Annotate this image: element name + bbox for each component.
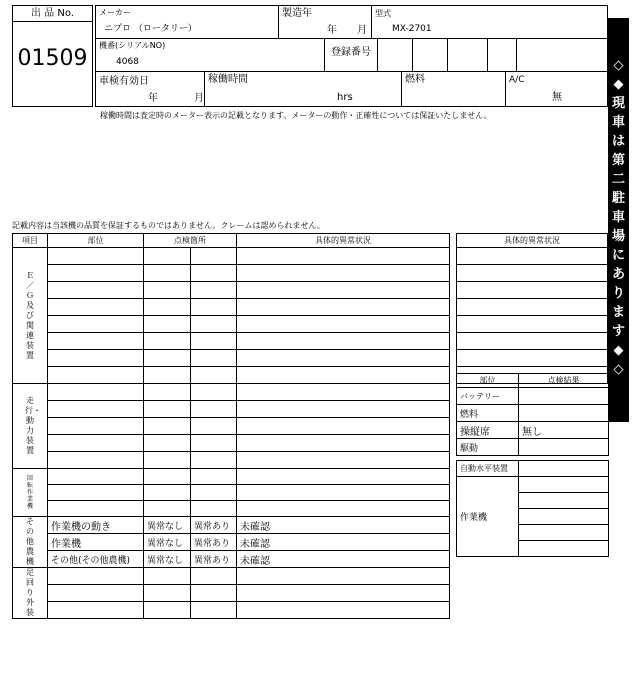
disclaimer: 記載内容は当該機の品質を保証するものではありません。クレームは認められません。 bbox=[12, 221, 325, 230]
serial-cell bbox=[95, 38, 325, 72]
hours-label: 稼働時間 bbox=[208, 74, 248, 85]
other-part: 作業機 bbox=[48, 534, 144, 551]
month-unit: 月 bbox=[357, 25, 367, 36]
check-part: 操縦席 bbox=[457, 422, 519, 439]
registration-box-3 bbox=[447, 38, 488, 72]
hours-cell bbox=[204, 71, 402, 107]
inspection-month-unit: 月 bbox=[194, 93, 204, 104]
parking-notice-text: ◇◆ 現車は第二駐車場にあります ◆◇ bbox=[611, 58, 625, 377]
col-part: 部位 bbox=[48, 234, 144, 248]
option-unchecked: 未確認 bbox=[237, 551, 450, 568]
maker-label: メーカー bbox=[99, 8, 131, 17]
option-normal: 異常なし bbox=[144, 517, 191, 534]
other-part: 作業機の動き bbox=[48, 517, 144, 534]
hours-unit: hrs bbox=[337, 92, 353, 103]
check-result-table bbox=[456, 373, 609, 456]
year-unit: 年 bbox=[327, 25, 337, 36]
check-part: 燃料 bbox=[457, 405, 519, 422]
check-value: 無し bbox=[519, 422, 609, 439]
registration-label: 登録番号 bbox=[331, 47, 371, 58]
right-abnormal-table bbox=[456, 233, 608, 384]
option-abnormal: 異常あり bbox=[191, 517, 237, 534]
inspection-year-unit: 年 bbox=[148, 93, 158, 104]
maker-value: ニプロ （ロータリー） bbox=[104, 24, 197, 34]
other-part: その他(その他農機) bbox=[48, 551, 144, 568]
right-abnormal-header: 具体的異常状況 bbox=[457, 234, 608, 248]
registration-box-1 bbox=[377, 38, 413, 72]
col-result: 点検結果 bbox=[519, 374, 609, 388]
year-cell bbox=[278, 5, 372, 39]
registration-box-4 bbox=[487, 38, 517, 72]
section-drive: 走行・動力装置 bbox=[13, 384, 48, 469]
option-normal: 異常なし bbox=[144, 551, 191, 568]
section-exterior: 足回り外装 bbox=[13, 568, 48, 619]
option-abnormal: 異常あり bbox=[191, 551, 237, 568]
maker-cell bbox=[95, 5, 279, 39]
col-check-point: 点検箇所 bbox=[144, 234, 237, 248]
fuel-cell bbox=[401, 71, 506, 107]
fuel-label: 燃料 bbox=[405, 74, 425, 85]
serial-label: 機番(シリアルNO) bbox=[99, 41, 166, 50]
model-value: MX-2701 bbox=[392, 24, 432, 34]
ac-cell bbox=[505, 71, 608, 107]
inspection-label: 車検有効日 bbox=[99, 76, 149, 87]
registration-box-5 bbox=[516, 38, 608, 72]
lot-number-label: 出 品 No. bbox=[13, 6, 92, 22]
registration-box-2 bbox=[412, 38, 448, 72]
auto-level-label: 自動水平装置 bbox=[457, 461, 519, 477]
serial-value: 4068 bbox=[116, 57, 139, 67]
check-value bbox=[519, 439, 609, 456]
option-normal: 異常なし bbox=[144, 534, 191, 551]
implement-label: 作業機 bbox=[457, 477, 519, 557]
lot-number-box bbox=[12, 5, 93, 107]
inspection-table bbox=[12, 233, 450, 619]
implement-table bbox=[456, 460, 609, 557]
option-abnormal: 異常あり bbox=[191, 534, 237, 551]
col-item: 項目 bbox=[13, 234, 48, 248]
lot-number: 01509 bbox=[17, 46, 88, 71]
check-value bbox=[519, 405, 609, 422]
col-part: 部位 bbox=[457, 374, 519, 388]
hours-note: 稼働時間は査定時のメーター表示の記載となります。メーターの動作・正確性については保証いたしません。 bbox=[100, 111, 492, 120]
registration-label-cell bbox=[324, 38, 378, 72]
ac-label: A/C bbox=[509, 75, 525, 85]
inspection-cell bbox=[95, 71, 205, 107]
col-abnormal: 具体的異常状況 bbox=[237, 234, 450, 248]
section-rotary: 回転作業機 bbox=[13, 469, 48, 517]
ac-value: 無 bbox=[552, 92, 562, 103]
check-part: 駆動 bbox=[457, 439, 519, 456]
section-engine: Ｅ／Ｇ及び関連装置 bbox=[13, 248, 48, 384]
check-value bbox=[519, 388, 609, 405]
model-cell bbox=[371, 5, 608, 39]
section-other: その他農機 bbox=[13, 517, 48, 568]
option-unchecked: 未確認 bbox=[237, 517, 450, 534]
model-label: 型式 bbox=[375, 9, 391, 18]
option-unchecked: 未確認 bbox=[237, 534, 450, 551]
check-part: バッテリー bbox=[457, 388, 519, 405]
parking-notice bbox=[608, 18, 629, 422]
year-label: 製造年 bbox=[282, 8, 312, 19]
